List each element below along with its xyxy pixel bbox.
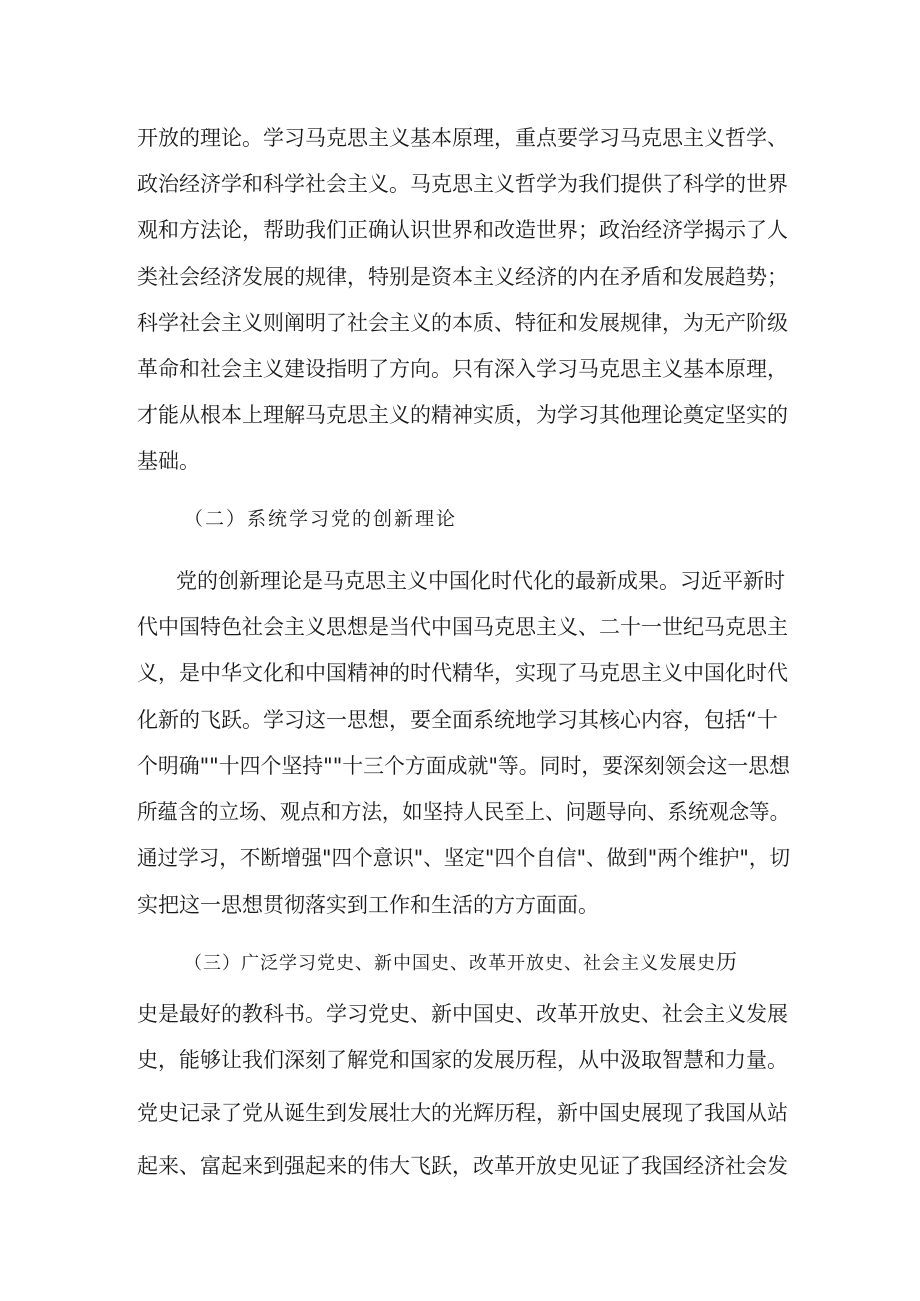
paragraph1-line: 观和方法论，帮助我们正确认识世界和改造世界；政治经济学揭示了人 (137, 218, 788, 242)
paragraph2-line: 党的创新理论是马克思主义中国化时代化的最新成果。习近平新时 (176, 569, 785, 593)
paragraph3-line: 史是最好的教科书。学习党史、新中国史、改革开放史、社会主义发展 (137, 1002, 788, 1026)
section-heading-3 (184, 948, 737, 978)
section-heading-3-tail: 历 (716, 950, 737, 974)
paragraph3-line: 史，能够让我们深刻了解党和国家的发展历程，从中汲取智慧和力量。 (137, 1048, 788, 1072)
paragraph3-line: 党史记录了党从诞生到发展壮大的光辉历程，新中国史展现了我国从站 (137, 1101, 788, 1125)
paragraph1-line: 类社会经济发展的规律，特别是资本主义经济的内在矛盾和发展趋势； (137, 265, 788, 289)
paragraph1-line: 开放的理论。学习马克思主义基本原理，重点要学习马克思主义哲学、 (137, 126, 788, 150)
paragraph1-line: 才能从根本上理解马克思主义的精神实质，为学习其他理论奠定坚实的 (137, 403, 788, 427)
paragraph1-line: 科学社会主义则阐明了社会主义的本质、特征和发展规律，为无产阶级 (137, 311, 788, 335)
paragraph1-line: 革命和社会主义建设指明了方向。只有深入学习马克思主义基本原理， (137, 357, 788, 381)
paragraph2-line: 义，是中华文化和中国精神的时代精华，实现了马克思主义中国化时代 (137, 661, 788, 685)
section-heading-2: （二）系统学习党的创新理论 (184, 508, 458, 530)
paragraph2-line: 化新的飞跃。学习这一思想，要全面系统地学习其核心内容，包括“十 (137, 708, 778, 732)
paragraph2-line: 所蕴含的立场、观点和方法，如坚持人民至上、问题导向、系统观念等。 (137, 800, 790, 824)
paragraph1-line: 政治经济学和科学社会主义。马克思主义哲学为我们提供了科学的世界 (137, 172, 788, 196)
section-heading-3-text: （三）广泛学习党史、新中国史、改革开放史、社会主义发展史 (184, 953, 716, 974)
paragraph2-line: 实把这一思想贯彻落实到工作和生活的方方面面。 (137, 893, 599, 917)
paragraph2-line: 个明确""十四个坚持""十三个方面成就"等。同时，要深刻领会这一思想 (137, 754, 791, 778)
paragraph1-line: 基础。 (137, 449, 200, 473)
paragraph3-line: 起来、富起来到强起来的伟大飞跃，改革开放史见证了我国经济社会发 (137, 1154, 788, 1178)
paragraph2-line: 通过学习，不断增强"四个意识"、坚定"四个自信"、做到"两个维护"，切 (137, 846, 791, 870)
paragraph2-line: 代中国特色社会主义思想是当代中国马克思主义、二十一世纪马克思主 (137, 615, 788, 639)
